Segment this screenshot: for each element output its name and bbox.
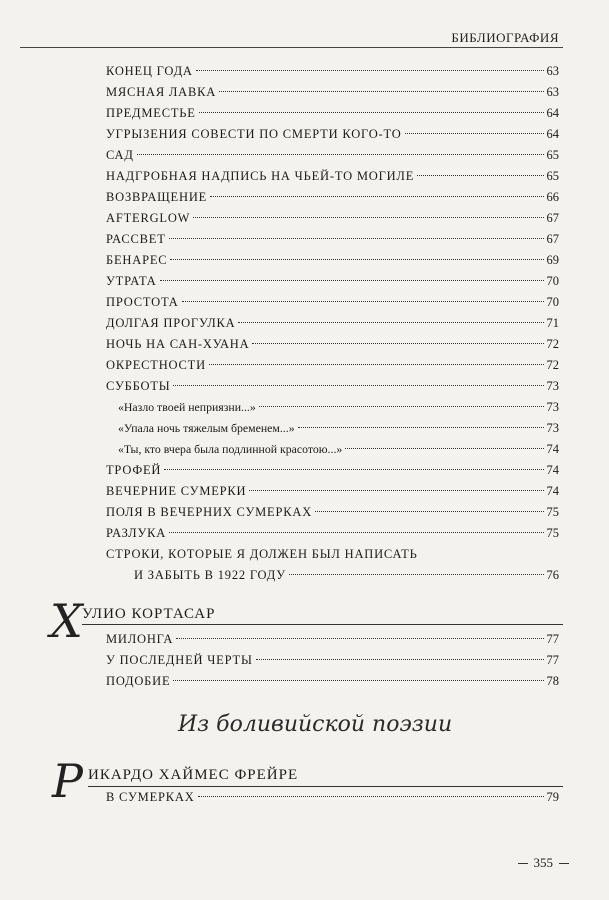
leader-dots [176,638,543,639]
leader-dots [259,406,544,407]
entry-page: 67 [546,232,559,246]
author-initial: Х [50,594,83,648]
entry-title: НОЧЬ НА САН-ХУАНА [106,337,250,351]
author-initial: Р [52,754,83,808]
entry-title: МЯСНАЯ ЛАВКА [106,85,217,99]
leader-dots [238,322,543,323]
entry-title: НАДГРОБНАЯ НАДПИСЬ НА ЧЬЕЙ-ТО МОГИЛЕ [106,169,415,183]
entry-page: 77 [546,653,559,667]
author-name: УЛИО КОРТАСАР [82,606,216,622]
entry-page: 70 [546,274,559,288]
leader-dots [193,217,543,218]
entry-title: «Назло твоей неприязни...» [118,400,256,414]
entry-page: 71 [546,316,559,330]
toc-entry [106,463,559,478]
entry-page: 64 [546,106,559,120]
toc-entry [134,568,559,583]
leader-dots [219,91,543,92]
entry-title: РАЗЛУКА [106,526,167,540]
leader-dots [249,490,543,491]
entry-page: 74 [546,484,559,498]
entry-title: ПОЛЯ В ВЕЧЕРНИХ СУМЕРКАХ [106,505,313,519]
leader-dots [160,280,544,281]
leader-dots [315,511,543,512]
entry-page: 66 [546,190,559,204]
entry-title: ДОЛГАЯ ПРОГУЛКА [106,316,236,330]
entry-title: ВЕЧЕРНИЕ СУМЕРКИ [106,484,247,498]
toc-entry [106,316,559,331]
toc-entry [106,337,559,352]
entry-title: СУББОТЫ [106,379,171,393]
toc-entry-line: СТРОКИ, КОТОРЫЕ Я ДОЛЖЕН БЫЛ НАПИСАТЬ [106,547,418,561]
leader-dots [417,175,543,176]
toc-entry [106,127,559,142]
entry-title: БЕНАРЕС [106,253,168,267]
author-rule [88,786,563,787]
running-header: БИБЛИОГРАФИЯ [451,30,559,45]
entry-title: РАССВЕТ [106,232,166,246]
leader-dots [209,364,544,365]
entry-page: 77 [546,632,559,646]
leader-dots [164,469,543,470]
entry-page: 69 [546,253,559,267]
leader-dots [137,154,544,155]
entry-title: УТРАТА [106,274,157,288]
entry-title: AFTERGLOW [106,211,191,225]
entry-title: УГРЫЗЕНИЯ СОВЕСТИ ПО СМЕРТИ КОГО-ТО [106,127,402,141]
entry-title: ПОДОБИЕ [106,674,171,688]
toc-entry [106,295,559,310]
leader-dots [256,659,544,660]
entry-title: КОНЕЦ ГОДА [106,64,193,78]
page-footer [518,855,570,871]
toc-entry [106,211,559,226]
leader-dots [169,532,543,533]
leader-dots [252,343,543,344]
entry-page: 78 [546,674,559,688]
entry-page: 73 [546,400,559,414]
toc-subentry [118,400,559,415]
toc-entry [106,190,559,205]
toc-entry [106,232,559,247]
toc-entry [106,484,559,499]
toc-entry [106,169,559,184]
entry-title: САД [106,148,134,162]
entry-page: 72 [546,358,559,372]
entry-title: ПРЕДМЕСТЬЕ [106,106,196,120]
leader-dots [405,133,544,134]
leader-dots [170,259,543,260]
toc-entry [106,526,559,541]
entry-title: ВОЗВРАЩЕНИЕ [106,190,208,204]
header-rule [20,47,563,48]
entry-title: И ЗАБЫТЬ В 1922 ГОДУ [134,568,286,582]
author-name: ИКАРДО ХАЙМЕС ФРЕЙРЕ [88,767,299,783]
toc-entry [106,632,559,647]
entry-page: 65 [546,169,559,183]
toc-entry [106,358,559,373]
leader-dots [289,574,544,575]
footer-dash [559,863,569,864]
entry-page: 64 [546,127,559,141]
entry-page: 65 [546,148,559,162]
entry-title: У ПОСЛЕДНЕЙ ЧЕРТЫ [106,653,253,667]
entry-title: «Ты, кто вчера была подлинной красотою...» [118,442,343,456]
entry-page: 73 [546,379,559,393]
toc-entry [106,253,559,268]
entry-page: 76 [546,568,559,582]
entry-title: ТРОФЕЙ [106,463,162,477]
entry-page: 63 [546,64,559,78]
leader-dots [210,196,543,197]
section-title: Из боливийской поэзии [178,712,453,737]
entry-page: 75 [546,526,559,540]
entry-title: ПРОСТОТА [106,295,179,309]
leader-dots [173,385,543,386]
entry-title: МИЛОНГА [106,632,174,646]
entry-page: 75 [546,505,559,519]
entry-title: В СУМЕРКАХ [106,790,195,804]
entry-page: 70 [546,295,559,309]
footer-dash [518,863,528,864]
toc-entry [106,106,559,121]
entry-page: 67 [546,211,559,225]
entry-page: 79 [546,790,559,804]
leader-dots [169,238,544,239]
toc-entry [106,85,559,100]
entry-title: «Упала ночь тяжелым бременем...» [118,421,295,435]
leader-dots [196,70,544,71]
entry-page: 74 [546,442,559,456]
toc-subentry [118,421,559,436]
entry-page: 63 [546,85,559,99]
leader-dots [198,796,544,797]
toc-entry [106,274,559,289]
leader-dots [345,448,543,449]
page-number: 355 [533,855,553,870]
toc-entry [106,674,559,689]
toc-subentry [118,442,559,457]
toc-entry [106,653,559,668]
toc-entry [106,505,559,520]
toc-entry [106,148,559,163]
leader-dots [173,680,543,681]
leader-dots [298,427,544,428]
toc-entry [106,379,559,394]
leader-dots [182,301,544,302]
toc-entry [106,64,559,79]
leader-dots [199,112,544,113]
entry-title: ОКРЕСТНОСТИ [106,358,206,372]
author-rule [82,624,563,625]
entry-page: 72 [546,337,559,351]
toc-entry [106,790,559,805]
entry-page: 73 [546,421,559,435]
entry-page: 74 [546,463,559,477]
